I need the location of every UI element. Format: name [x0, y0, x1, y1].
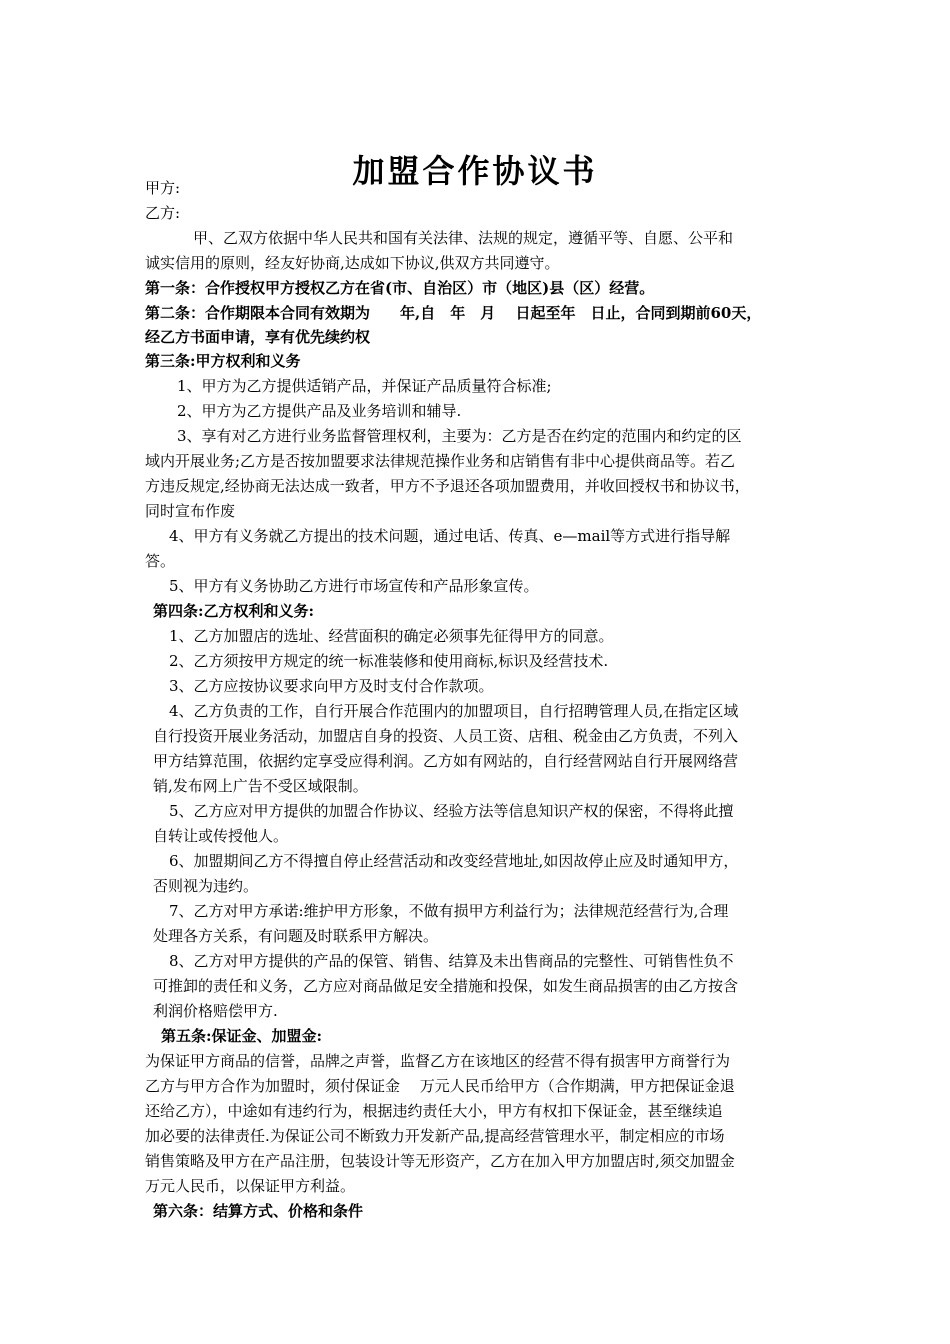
clause-line: 1、甲方为乙方提供适销产品，并保证产品质量符合标准; — [177, 377, 552, 395]
clause-line: 4、乙方负责的工作，自行开展合作范围内的加盟项目，自行招聘管理人员,在指定区域 — [169, 702, 739, 720]
article-heading: 第五条:保证金、加盟金: — [161, 1027, 323, 1045]
article-heading: 第二条：合作期限本合同有效期为 年,自 年 月 日起至年 日止，合同到期前60天， — [145, 304, 762, 322]
preamble-line: 甲、乙双方依据中华人民共和国有关法律、法规的规定，遵循平等、自愿、公平和 — [193, 229, 734, 247]
clause-line: 加必要的法律责任.为保证公司不断致力开发新产品,提高经营管理水平，制定相应的市场 — [145, 1127, 725, 1145]
article-heading: 第六条：结算方式、价格和条件 — [153, 1202, 364, 1220]
clause-line: 7、乙方对甲方承诺:维护甲方形象，不做有损甲方利益行为；法律规范经营行为,合理 — [169, 902, 729, 920]
clause-line: 5、乙方应对甲方提供的加盟合作协议、经验方法等信息知识产权的保密，不得将此擅 — [169, 802, 734, 820]
clause-line: 否则视为违约。 — [153, 877, 259, 895]
clause-line: 自行投资开展业务活动，加盟店自身的投资、人员工资、店租、税金由乙方负责，不列入 — [153, 727, 739, 745]
clause-line: 利润价格赔偿甲方. — [153, 1002, 278, 1020]
article-heading: 第一条：合作授权甲方授权乙方在省(市、自治区）市（地区)县（区）经营。 — [145, 279, 655, 297]
clause-line: 自转让或传授他人。 — [153, 827, 289, 845]
preamble-line: 诚实信用的原则，经友好协商,达成如下协议,供双方共同遵守。 — [145, 254, 560, 272]
article-heading: 第四条:乙方权利和义务: — [153, 602, 315, 620]
party-a-label: 甲方: — [145, 179, 181, 197]
clause-line: 8、乙方对甲方提供的产品的保管、销售、结算及未出售商品的完整性、可销售性负不 — [169, 952, 734, 970]
clause-line: 甲方结算范围，依据约定享受应得利润。乙方如有网站的，自行经营网站自行开展网络营 — [153, 752, 739, 770]
clause-line: 6、加盟期间乙方不得擅自停止经营活动和改变经营地址,如因故停止应及时通知甲方， — [169, 852, 739, 870]
clause-line: 为保证甲方商品的信誉，品牌之声誉，监督乙方在该地区的经营不得有损害甲方商誉行为 — [145, 1052, 731, 1070]
clause-line: 1、乙方加盟店的选址、经营面积的确定必须事先征得甲方的同意。 — [169, 627, 614, 645]
clause-line: 处理各方关系，有问题及时联系甲方解决。 — [153, 927, 439, 945]
clause-line: 答。 — [145, 552, 176, 570]
clause-line: 方违反规定,经协商无法达成一致者，甲方不予退还各项加盟费用，并收回授权书和协议书， — [145, 477, 750, 495]
document-title: 加盟合作协议书 — [352, 152, 598, 191]
party-b-label: 乙方: — [145, 204, 181, 222]
clause-line: 销,发布网上广告不受区域限制。 — [153, 777, 368, 795]
clause-line: 还给乙方），中途如有违约行为，根据违约责任大小，甲方有权扣下保证金，甚至继续追 — [145, 1102, 723, 1120]
article-line: 经乙方书面申请，享有优先续约权 — [145, 328, 371, 346]
clause-line: 4、甲方有义务就乙方提出的技术问题，通过电话、传真、e—mail等方式进行指导解 — [169, 527, 731, 545]
clause-line: 同时宣布作废 — [145, 502, 236, 520]
clause-line: 域内开展业务;乙方是否按加盟要求法律规范操作业务和店销售有非中心提供商品等。若乙 — [145, 452, 736, 470]
clause-line: 可推卸的责任和义务，乙方应对商品做足安全措施和投保，如发生商品损害的由乙方按含 — [153, 977, 739, 995]
clause-line: 2、乙方须按甲方规定的统一标准装修和使用商标,标识及经营技术. — [169, 652, 609, 670]
article-heading: 第三条:甲方权利和义务 — [145, 352, 301, 370]
clause-line: 销售策略及甲方在产品注册，包装设计等无形资产，乙方在加入甲方加盟店时,须交加盟金 — [145, 1152, 735, 1170]
clause-line: 2、甲方为乙方提供产品及业务培训和辅导. — [177, 402, 462, 420]
clause-line: 5、甲方有义务协助乙方进行市场宣传和产品形象宣传。 — [169, 577, 539, 595]
clause-line: 3、乙方应按协议要求向甲方及时支付合作款项。 — [169, 677, 494, 695]
clause-line: 乙方与甲方合作为加盟时，须付保证金 万元人民币给甲方（合作期满，甲方把保证金退 — [145, 1077, 735, 1095]
clause-line: 3、享有对乙方进行业务监督管理权利，主要为：乙方是否在约定的范围内和约定的区 — [177, 427, 742, 445]
clause-line: 万元人民币，以保证甲方利益。 — [145, 1177, 356, 1195]
